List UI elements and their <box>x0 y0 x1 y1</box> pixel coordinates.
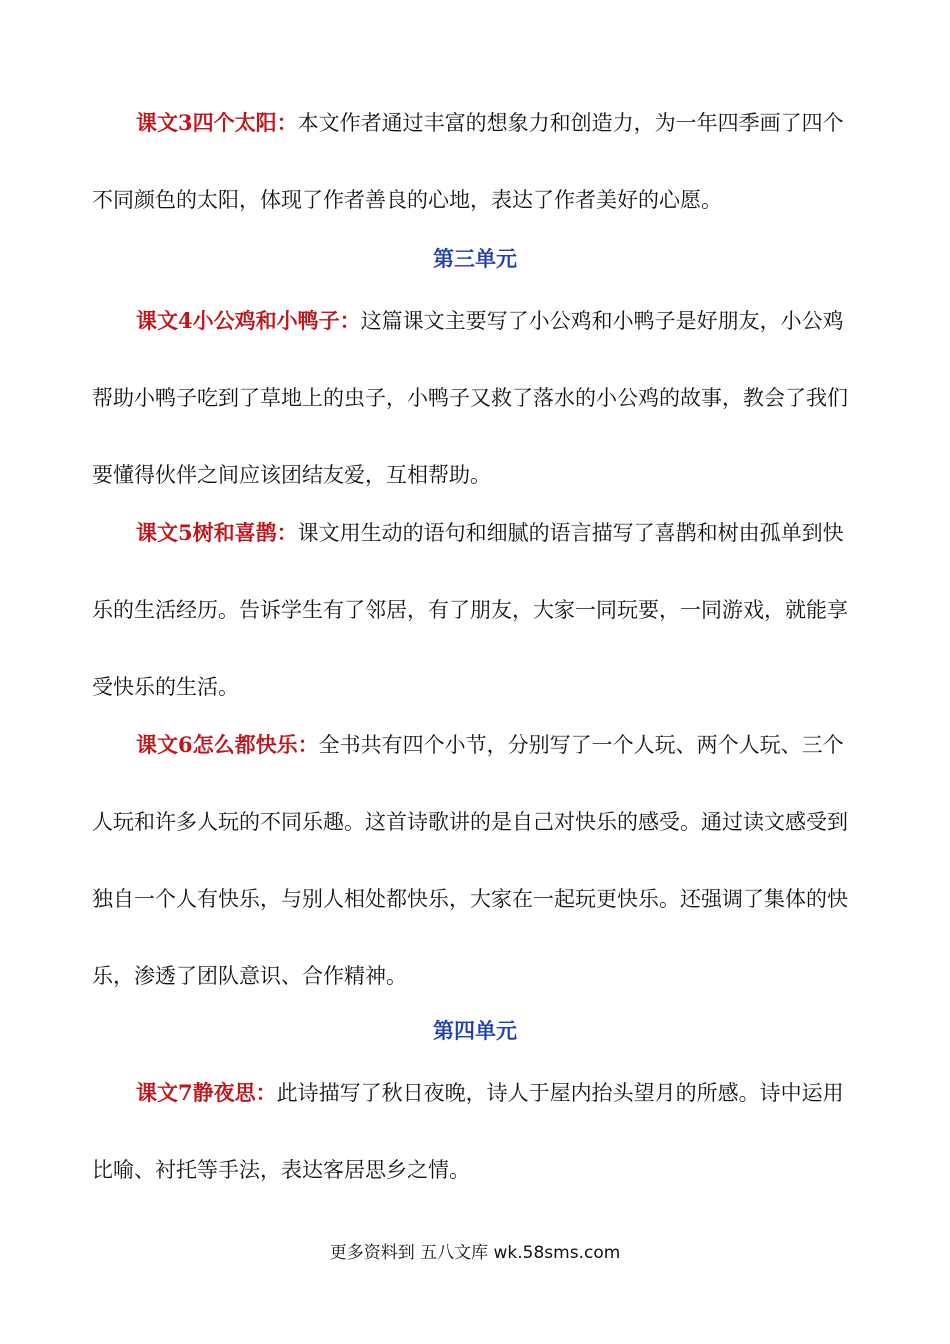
lesson-4-text: 这篇课文主要写了小公鸡和小鸭子是好朋友，小公鸡帮助小鸭子吃到了草地上的虫子，小鸭子又救了落水的小公鸡的故事，教会了我们要懂得伙伴之间应该团结友爱，互相帮助。 <box>92 309 848 487</box>
lesson-3-paragraph <box>92 84 858 239</box>
unit-3-heading: 第三单元 <box>433 246 517 271</box>
lesson-6-title: 课文6怎么都快乐： <box>136 732 319 757</box>
lesson-6-paragraph <box>92 706 858 1015</box>
lesson-3-text: 本文作者通过丰富的想象力和创造力，为一年四季画了四个不同颜色的太阳，体现了作者善良的心地，表达了作者美好的心愿。 <box>92 111 844 212</box>
lesson-7-text: 此诗描写了秋日夜晚，诗人于屋内抬头望月的所感。诗中运用比喻、衬托等手法，表达客居思乡之情。 <box>92 1081 844 1182</box>
lesson-7-paragraph <box>92 1054 858 1209</box>
footer-link[interactable]: 更多资料到 五八文库 wk.58sms.com <box>329 1243 621 1263</box>
lesson-7-title: 课文7静夜思： <box>136 1080 277 1105</box>
lesson-4-title: 课文4小公鸡和小鸭子： <box>136 308 361 333</box>
lesson-4-paragraph <box>92 282 858 514</box>
unit-4-heading: 第四单元 <box>433 1018 517 1043</box>
lesson-5-title: 课文5树和喜鹊： <box>136 520 298 545</box>
lesson-5-paragraph <box>92 494 858 726</box>
lesson-5-text: 课文用生动的语句和细腻的语言描写了喜鹊和树由孤单到快乐的生活经历。告诉学生有了邻居，有了朋友，大家一同玩要，一同游戏，就能享受快乐的生活。 <box>92 521 848 699</box>
lesson-6-text: 全书共有四个小节，分别写了一个人玩、两个人玩、三个人玩和许多人玩的不同乐趣。这首诗歌讲的是自己对快乐的感受。通过读文感受到独自一个人有快乐，与别人相处都快乐，大家在一起玩更快乐。还强调了集体的快乐，渗透了团队意识、合作精神。 <box>92 733 848 988</box>
lesson-3-title: 课文3四个太阳： <box>136 110 298 135</box>
